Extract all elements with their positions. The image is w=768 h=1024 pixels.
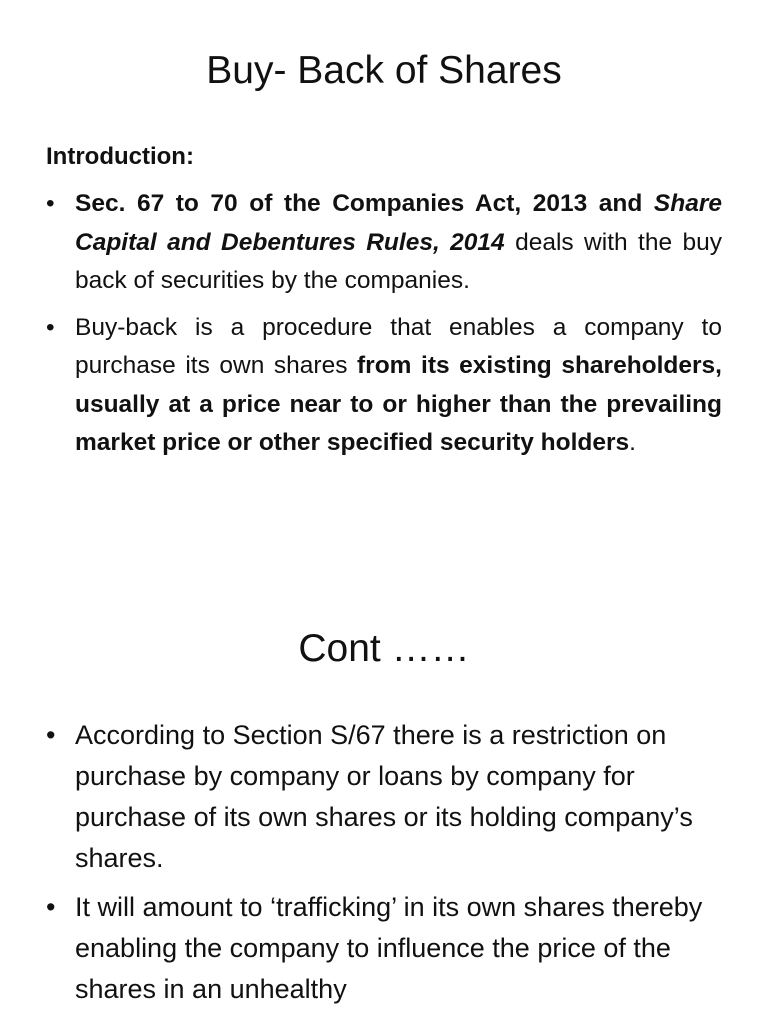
bullet-marker: • [46,313,55,341]
bullet-text: It will amount to ‘trafficking’ in its own shares thereby enabling the company to influence the price of the shares in an unhealthy [75,892,703,1004]
bullet-marker: • [46,720,56,750]
slide-title: Buy- Back of Shares [206,49,562,92]
bullet-list [46,715,722,1018]
slide-title: Cont …… [298,627,470,670]
bullet-item-section-67 [46,715,722,879]
bullet-item-trafficking [46,887,722,1010]
bullet-bold-text: from its existing shareholders, usually at a price near to or higher than the prevailing market price or other specified security holders [75,352,722,456]
bullet-plain-text: deals with the buy back of securities by the companies. [75,228,722,294]
bullet-marker: • [46,190,55,217]
bullet-bold-text: Sec. 67 to 70 of the Companies Act, 2013 and [75,190,654,217]
bullet-item-companies-act [46,185,722,301]
bullet-plain-text: Buy-back is a procedure that enables a company to purchase its own shares [75,313,722,379]
slide-cont [0,560,768,1024]
bullet-list [46,185,722,471]
bullet-item-buy-back-definition [46,309,722,463]
bullet-bold-italic-text: Share Capital and Debentures Rules, 2014 [75,190,722,256]
bullet-trailing-text: . [629,429,636,456]
bullet-text: According to Section S/67 there is a restriction on purchase by company or loans by company for purchase of its own shares or its holding company’s shares. [75,720,693,873]
section-heading-introduction: Introduction: [46,143,194,170]
bullet-marker: • [46,892,56,922]
